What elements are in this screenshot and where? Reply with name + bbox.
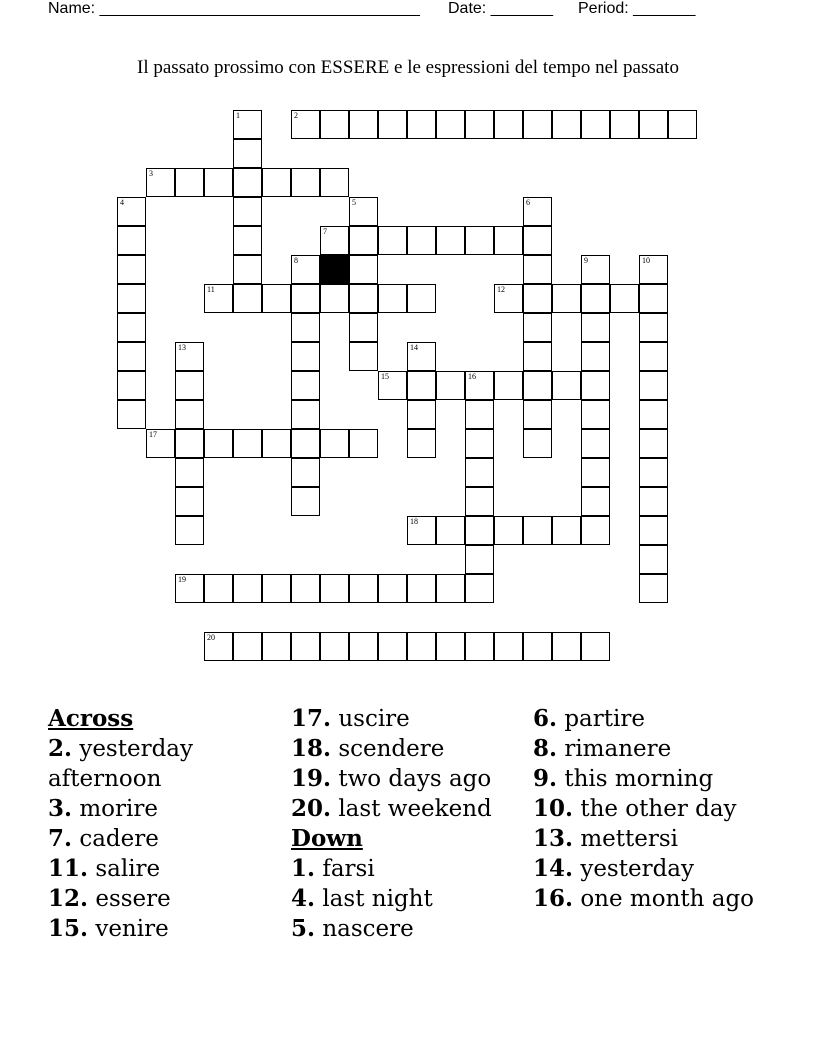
grid-cell[interactable] [581, 371, 610, 400]
grid-cell[interactable] [523, 516, 552, 545]
clue-number: 15 [381, 372, 389, 381]
grid-cell[interactable] [436, 632, 465, 661]
clue-item-number: 3. [48, 795, 73, 822]
grid-cell[interactable] [581, 284, 610, 313]
grid-cell[interactable] [320, 284, 349, 313]
grid-cell[interactable] [494, 110, 523, 139]
clue-number: 5 [352, 198, 356, 207]
grid-cell[interactable] [291, 400, 320, 429]
clue-item-text: yesterday [580, 856, 695, 882]
page-title: Il passato prossimo con ESSERE e le espressioni del tempo nel passato [137, 57, 679, 78]
grid-cell[interactable] [523, 371, 552, 400]
clue-item [291, 764, 521, 794]
grid-cell[interactable] [523, 255, 552, 284]
grid-cell[interactable] [465, 574, 494, 603]
grid-cell[interactable] [494, 632, 523, 661]
grid-cell[interactable] [117, 371, 146, 400]
clue-number: 4 [120, 198, 124, 207]
grid-cell[interactable] [175, 168, 204, 197]
grid-cell[interactable] [581, 632, 610, 661]
grid-cell[interactable] [233, 197, 262, 226]
grid-cell[interactable] [175, 371, 204, 400]
grid-cell[interactable] [262, 168, 291, 197]
clue-number: 10 [642, 256, 650, 265]
clue-item [291, 734, 521, 764]
grid-cell[interactable] [291, 632, 320, 661]
clue-item [533, 824, 773, 854]
clue-item [291, 854, 521, 884]
grid-cell[interactable] [262, 284, 291, 313]
clues-column-1 [48, 704, 273, 944]
grid-cell[interactable] [117, 226, 146, 255]
grid-cell[interactable] [581, 400, 610, 429]
grid-cell[interactable] [494, 516, 523, 545]
grid-cell[interactable] [233, 110, 262, 139]
grid-cell[interactable] [523, 429, 552, 458]
clue-item-text: morire [79, 796, 158, 822]
grid-cell[interactable] [523, 197, 552, 226]
grid-cell[interactable] [436, 371, 465, 400]
grid-cell[interactable] [291, 168, 320, 197]
grid-cell[interactable] [639, 110, 668, 139]
clue-number: 16 [468, 372, 476, 381]
grid-cell[interactable] [407, 632, 436, 661]
clue-item [48, 884, 273, 914]
grid-cell[interactable] [175, 574, 204, 603]
grid-cell[interactable] [117, 197, 146, 226]
grid-cell[interactable] [465, 632, 494, 661]
grid-cell[interactable] [320, 429, 349, 458]
grid-cell[interactable] [175, 400, 204, 429]
grid-cell[interactable] [291, 458, 320, 487]
clue-item [48, 734, 273, 794]
grid-cell[interactable] [291, 342, 320, 371]
clue-number: 11 [207, 285, 215, 294]
grid-cell[interactable] [552, 516, 581, 545]
grid-cell[interactable] [610, 110, 639, 139]
clues-column-3 [533, 704, 773, 914]
grid-cell[interactable] [349, 110, 378, 139]
grid-cell[interactable] [233, 255, 262, 284]
grid-cell[interactable] [407, 371, 436, 400]
grid-cell[interactable] [349, 255, 378, 284]
clue-item [291, 884, 521, 914]
grid-cell[interactable] [552, 284, 581, 313]
grid-cell[interactable] [639, 313, 668, 342]
grid-cell[interactable] [465, 516, 494, 545]
clue-item-text: rimanere [564, 736, 672, 762]
grid-cell[interactable] [523, 342, 552, 371]
grid-cell[interactable] [320, 110, 349, 139]
grid-cell[interactable] [581, 313, 610, 342]
grid-cell[interactable] [494, 371, 523, 400]
grid-cell[interactable] [320, 226, 349, 255]
grid-cell[interactable] [262, 429, 291, 458]
grid-cell[interactable] [233, 226, 262, 255]
grid-cell[interactable] [349, 226, 378, 255]
grid-cell[interactable] [233, 574, 262, 603]
clue-item-text: last night [322, 886, 433, 912]
grid-cell[interactable] [378, 226, 407, 255]
grid-cell[interactable] [639, 429, 668, 458]
grid-cell[interactable] [523, 284, 552, 313]
clue-item [291, 914, 521, 944]
grid-cell[interactable] [407, 574, 436, 603]
grid-cell[interactable] [378, 574, 407, 603]
clue-item-text: salire [95, 856, 161, 882]
grid-cell[interactable] [175, 429, 204, 458]
grid-cell[interactable] [349, 342, 378, 371]
clue-number: 13 [178, 343, 186, 352]
grid-cell[interactable] [117, 255, 146, 284]
grid-cell[interactable] [175, 516, 204, 545]
clue-item-number: 2. [48, 735, 73, 762]
grid-cell[interactable] [291, 255, 320, 284]
grid-cell[interactable] [523, 400, 552, 429]
grid-cell[interactable] [233, 139, 262, 168]
clue-item-number: 4. [291, 885, 316, 912]
grid-cell[interactable] [523, 632, 552, 661]
clue-item-number: 17. [291, 705, 332, 732]
grid-cell[interactable] [175, 458, 204, 487]
clue-item-number: 10. [533, 795, 574, 822]
grid-cell[interactable] [320, 574, 349, 603]
grid-cell[interactable] [407, 429, 436, 458]
clue-number: 9 [584, 256, 588, 265]
clue-number: 18 [410, 517, 418, 526]
clue-item-number: 20. [291, 795, 332, 822]
grid-cell[interactable] [349, 197, 378, 226]
grid-cell[interactable] [407, 110, 436, 139]
clue-item-number: 9. [533, 765, 558, 792]
clue-item [48, 794, 273, 824]
clue-number: 2 [294, 111, 298, 120]
clue-item-text: uscire [338, 706, 410, 732]
clue-item-number: 18. [291, 735, 332, 762]
grid-cell[interactable] [349, 313, 378, 342]
clue-item [533, 794, 773, 824]
clue-item-number: 5. [291, 915, 316, 942]
grid-cell[interactable] [581, 487, 610, 516]
clue-item [48, 854, 273, 884]
grid-cell[interactable] [581, 429, 610, 458]
grid-cell[interactable] [291, 429, 320, 458]
grid-cell[interactable] [465, 545, 494, 574]
clue-item-text: two days ago [338, 766, 492, 792]
grid-cell[interactable] [204, 429, 233, 458]
clue-item [533, 854, 773, 884]
clue-number: 19 [178, 575, 186, 584]
grid-cell[interactable] [262, 632, 291, 661]
clue-item-text: scendere [338, 736, 445, 762]
grid-cell[interactable] [639, 545, 668, 574]
grid-cell[interactable] [465, 487, 494, 516]
clue-item [533, 764, 773, 794]
grid-cell[interactable] [639, 371, 668, 400]
grid-cell[interactable] [233, 284, 262, 313]
clue-number: 17 [149, 430, 157, 439]
grid-cell[interactable] [233, 168, 262, 197]
clue-number: 7 [323, 227, 327, 236]
clue-number: 1 [236, 111, 240, 120]
grid-cell[interactable] [465, 429, 494, 458]
grid-cell[interactable] [639, 487, 668, 516]
grid-cell[interactable] [465, 226, 494, 255]
grid-cell[interactable] [117, 284, 146, 313]
clue-item-text: farsi [322, 856, 375, 882]
clue-item-text: mettersi [580, 826, 678, 852]
clue-item [533, 884, 773, 914]
clue-item-number: 13. [533, 825, 574, 852]
clue-item [291, 704, 521, 734]
grid-cell[interactable] [291, 574, 320, 603]
grid-cell[interactable] [291, 371, 320, 400]
grid-cell[interactable] [291, 487, 320, 516]
name-field[interactable]: Name: ____________________________________ [48, 0, 420, 17]
clue-item-number: 15. [48, 915, 89, 942]
clue-item-text: essere [95, 886, 171, 912]
grid-cell[interactable] [639, 574, 668, 603]
grid-cell[interactable] [349, 429, 378, 458]
grid-cell[interactable] [146, 168, 175, 197]
clue-number: 8 [294, 256, 298, 265]
grid-cell[interactable] [436, 226, 465, 255]
grid-cell[interactable] [117, 313, 146, 342]
grid-cell[interactable] [668, 110, 697, 139]
grid-cell[interactable] [320, 632, 349, 661]
clue-item-number: 11. [48, 855, 89, 882]
grid-cell[interactable] [639, 284, 668, 313]
clue-number: 20 [207, 633, 215, 642]
clue-item [48, 824, 273, 854]
grid-cell[interactable] [349, 284, 378, 313]
clue-number: 14 [410, 343, 418, 352]
grid-cell[interactable] [581, 458, 610, 487]
grid-cell[interactable] [291, 110, 320, 139]
grid-cell[interactable] [291, 313, 320, 342]
black-cell [320, 255, 349, 284]
grid-cell[interactable] [581, 255, 610, 284]
grid-cell[interactable] [552, 110, 581, 139]
grid-cell[interactable] [436, 574, 465, 603]
grid-cell[interactable] [523, 110, 552, 139]
clue-item [533, 704, 773, 734]
clue-item-text: one month ago [580, 886, 755, 912]
clue-item-text: cadere [79, 826, 159, 852]
grid-cell[interactable] [581, 110, 610, 139]
grid-cell[interactable] [204, 284, 233, 313]
grid-cell[interactable] [552, 632, 581, 661]
grid-cell[interactable] [581, 342, 610, 371]
grid-cell[interactable] [639, 400, 668, 429]
grid-cell[interactable] [639, 255, 668, 284]
grid-cell[interactable] [204, 574, 233, 603]
grid-cell[interactable] [146, 429, 175, 458]
grid-cell[interactable] [639, 458, 668, 487]
grid-cell[interactable] [465, 110, 494, 139]
grid-cell[interactable] [320, 168, 349, 197]
grid-cell[interactable] [407, 284, 436, 313]
clue-item-number: 12. [48, 885, 89, 912]
clue-item-text: venire [95, 916, 169, 942]
grid-cell[interactable] [407, 516, 436, 545]
clue-item [533, 734, 773, 764]
clue-item-number: 6. [533, 705, 558, 732]
date-field[interactable]: Date: _______ [448, 0, 553, 17]
grid-cell[interactable] [465, 371, 494, 400]
grid-cell[interactable] [233, 632, 262, 661]
clue-item-text: partire [564, 706, 645, 732]
grid-cell[interactable] [233, 429, 262, 458]
grid-cell[interactable] [378, 632, 407, 661]
grid-cell[interactable] [436, 516, 465, 545]
grid-cell[interactable] [349, 632, 378, 661]
grid-cell[interactable] [378, 371, 407, 400]
clue-item-number: 1. [291, 855, 316, 882]
across-heading: Across [48, 705, 134, 732]
grid-cell[interactable] [175, 342, 204, 371]
clue-item-number: 8. [533, 735, 558, 762]
grid-cell[interactable] [407, 342, 436, 371]
clue-item [291, 794, 521, 824]
grid-cell[interactable] [465, 458, 494, 487]
grid-cell[interactable] [291, 284, 320, 313]
grid-cell[interactable] [204, 168, 233, 197]
grid-cell[interactable] [465, 400, 494, 429]
clue-item-text: the other day [580, 796, 737, 822]
grid-cell[interactable] [204, 632, 233, 661]
clue-item [48, 914, 273, 944]
clue-number: 12 [497, 285, 505, 294]
grid-cell[interactable] [523, 313, 552, 342]
grid-cell[interactable] [175, 487, 204, 516]
period-field[interactable]: Period: _______ [578, 0, 696, 17]
clue-item-number: 16. [533, 885, 574, 912]
grid-cell[interactable] [639, 342, 668, 371]
clue-item-number: 7. [48, 825, 73, 852]
grid-cell[interactable] [407, 226, 436, 255]
grid-cell[interactable] [552, 371, 581, 400]
grid-cell[interactable] [117, 342, 146, 371]
down-heading: Down [291, 825, 363, 852]
clue-item-number: 14. [533, 855, 574, 882]
grid-cell[interactable] [117, 400, 146, 429]
grid-cell[interactable] [494, 284, 523, 313]
clue-item-text: last weekend [338, 796, 492, 822]
grid-cell[interactable] [610, 284, 639, 313]
grid-cell[interactable] [523, 226, 552, 255]
clues-column-2 [291, 704, 521, 944]
grid-cell[interactable] [639, 516, 668, 545]
clue-number: 3 [149, 169, 153, 178]
grid-cell[interactable] [378, 110, 407, 139]
clue-item-text: nascere [322, 916, 414, 942]
clue-item-number: 19. [291, 765, 332, 792]
clue-item-text: this morning [564, 766, 714, 792]
grid-cell[interactable] [349, 574, 378, 603]
grid-cell[interactable] [494, 226, 523, 255]
clue-number: 6 [526, 198, 530, 207]
grid-cell[interactable] [436, 110, 465, 139]
grid-cell[interactable] [581, 516, 610, 545]
grid-cell[interactable] [262, 574, 291, 603]
clue-item-text: yesterday afternoon [48, 736, 194, 792]
grid-cell[interactable] [407, 400, 436, 429]
grid-cell[interactable] [378, 284, 407, 313]
